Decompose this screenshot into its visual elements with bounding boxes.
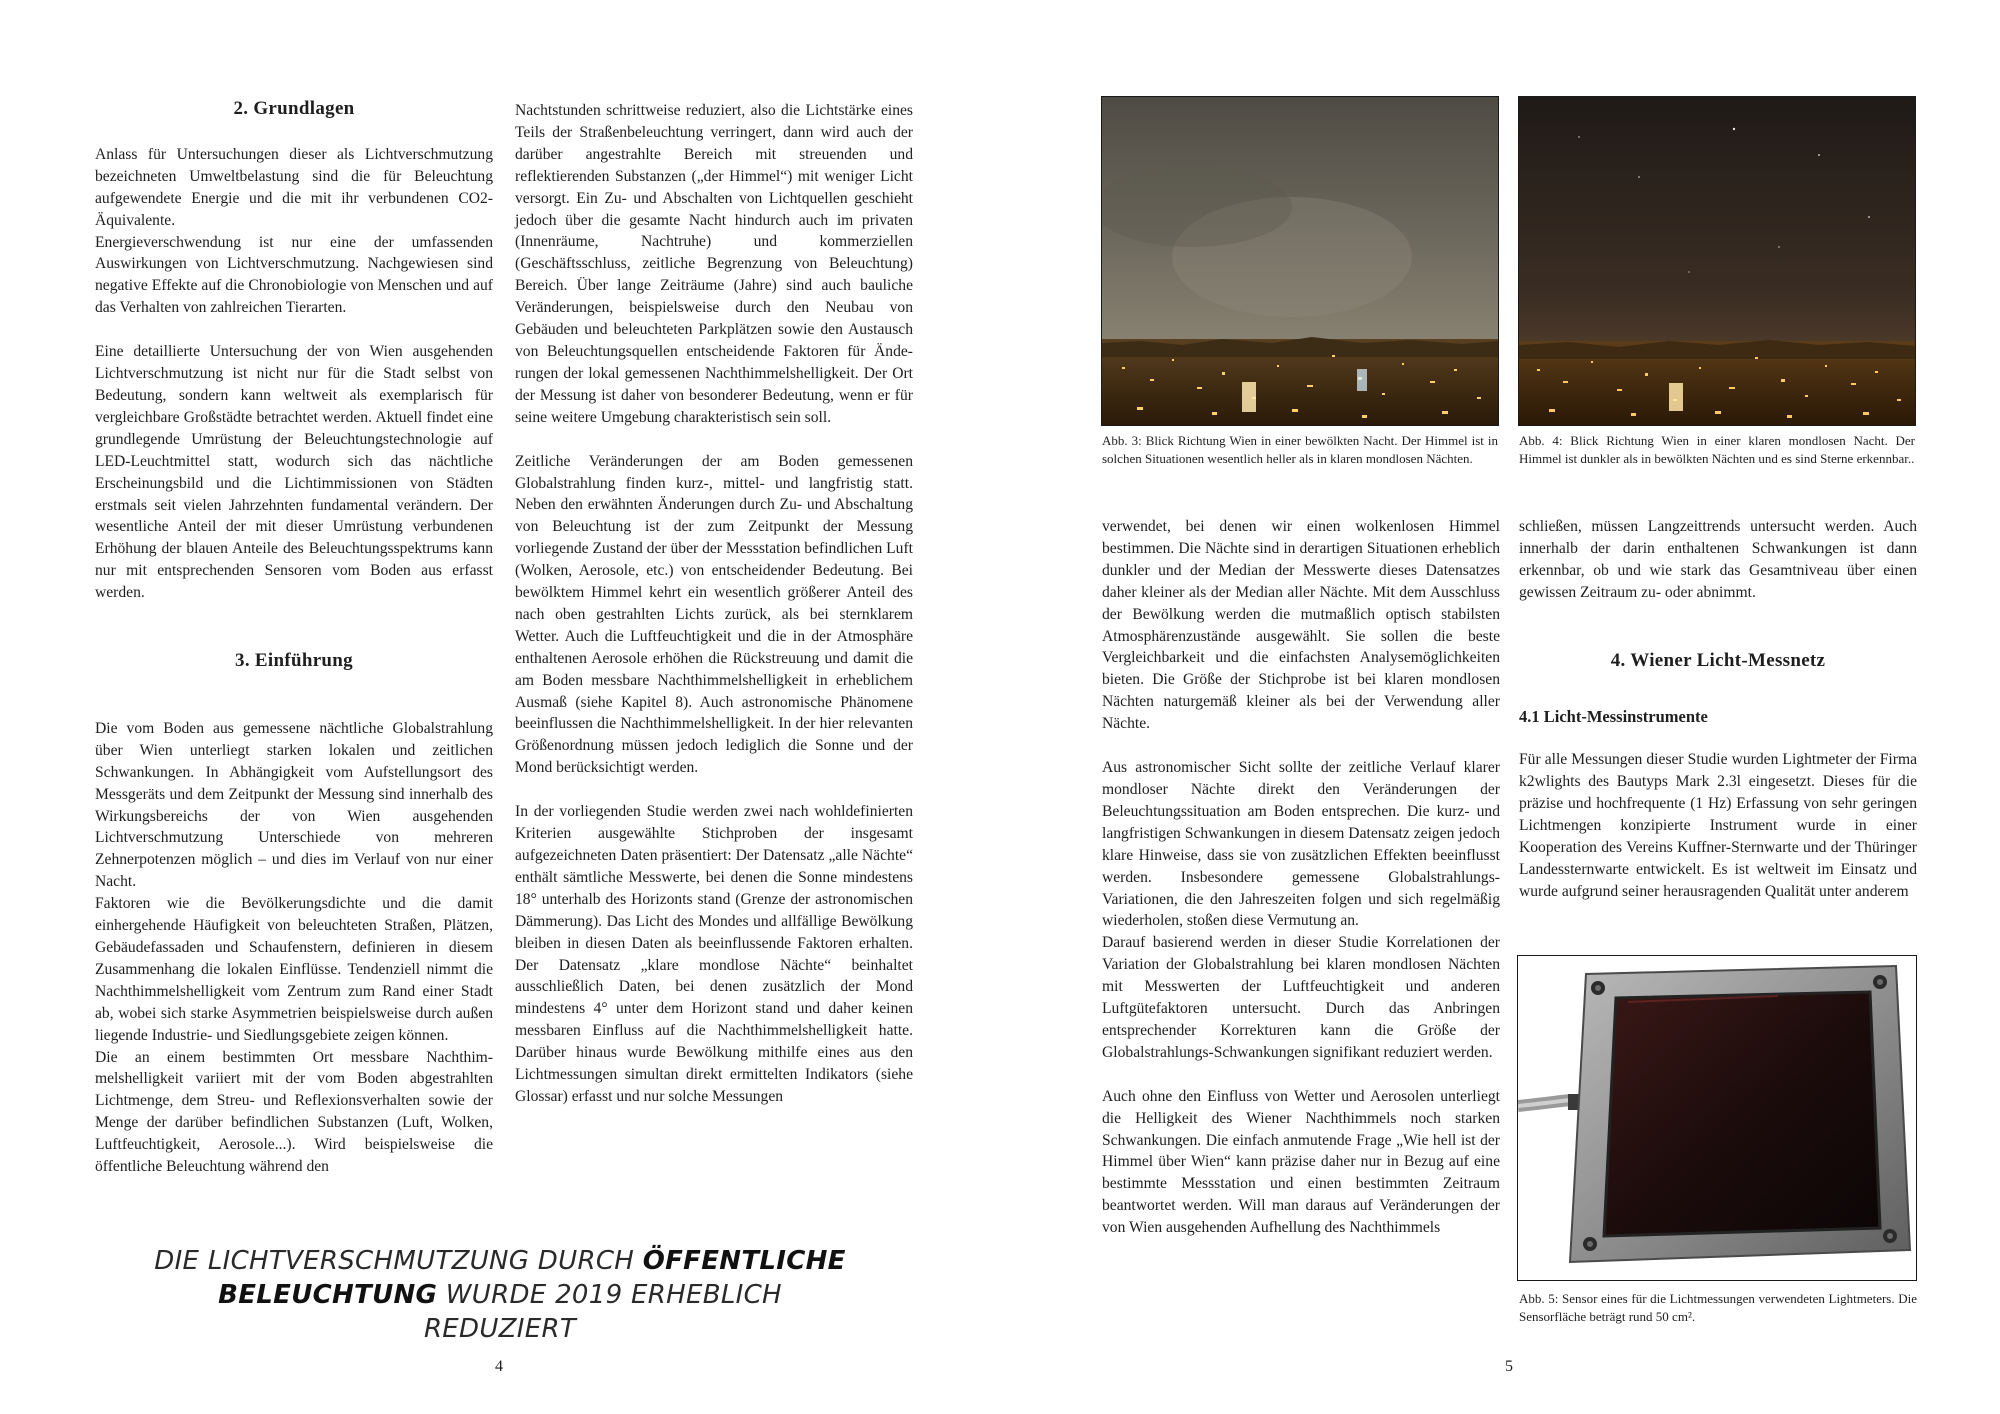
pull-quote-line2-bold: BELEUCHTUNG (218, 1280, 438, 1310)
heading-licht-messinstrumente: 4.1 Licht-Messinstrumente (1519, 706, 1708, 726)
paragraph: schließen, müssen Langzeittrends untersucht werden. Auch innerhalb der darin enthaltenen Schwankungen ist dann erkennbar, ob und wie stark das Gesamtniveau über einen gewissen Zeitraum zu- oder abnimmt. (1519, 518, 1917, 601)
paragraph: Anlass für Untersuchungen dieser als Lichtverschmutzung bezeichneten Umweltbelastung sind die für Beleuchtung aufgewendete Energie und die mit ihr verbundenen CO2-Äquivalente. (95, 145, 493, 229)
paragraph: Aus astronomischer Sicht sollte der zeitliche Verlauf klarer mondloser Nächte direkt den Veränderungen der Beleuchtungssituation am Boden entsprechen. Die kurz- und langfristigen Schwankungen in diesem Datensatz zeigen jedoch klare Hinweise, dass sie von zusätzlichen Effekten beeinflusst werden. Insbesondere gemessene Globalstrahlungs-Variationen, die den Jahreszeiten folgen und sich regelmäßig wiederholen, stoßen diese Vermutung an. (1102, 759, 1500, 930)
paragraph: Die vom Boden aus gemessene nächtliche Globalstrahlung über Wien unterliegt starken lokalen und zeitlichen Schwankungen. In Abhängigkeit vom Aufstellungsort des Messgeräts und dem Zeitpunkt der Messung sind innerhalb des Wirkungsbereichs der von Wien ausgehenden Lichtverschmutzung Unterschiede von mehreren Zehnerpotenzen möglich – und dies im Verlauf von nur einer Nacht. (95, 719, 493, 891)
right-column-1 (1102, 516, 1500, 1239)
page-number-right: 5 (1505, 1358, 1513, 1375)
figure-5-caption: Abb. 5: Sensor eines für die Lichtmessungen verwendeten Lightmeters. Die Sensorfläche beträgt rund 50 cm². (1519, 1291, 1917, 1324)
figure-3-photo-cloudy-vienna (1102, 97, 1498, 425)
pull-quote-line1-normal: DIE LICHTVERSCHMUTZUNG DURCH (154, 1246, 643, 1276)
figure-4-photo-clear-vienna (1519, 97, 1915, 425)
paragraph: Zeitliche Veränderungen der am Boden gemessenen Globalstrahlung finden kurz-, mittel- und langfristig statt. Neben den erwähnten Änderungen durch Zu- und Abschaltung von Beleuchtung ist der zum Zeitpunkt der Messung vorliegende Zustand der über der Messstation befindlichen Luft (Wolken, Aerosole, etc.) von entscheidender Bedeutung. Bei bewölktem Himmel kehrt ein wesentlich größerer Anteil des nach oben gestrahlten Lichts zurück, als bei sternklarem Wetter. Auch die Luftfeuchtigkeit und die in der Atmosphäre enthaltenen Aerosole erhöhen die Rückstreuung und damit die am Boden messbare Nachthimmelshelligkeit in erheblichem Ausmaß (siehe Kapitel 8). Auch astronomische Phänomene beeinflussen die Nachthimmelshelligkeit. In der hier relevanten Größenordnung müssen jedoch lediglich die Sonne und der Mond berücksichtigt werden. (515, 452, 913, 777)
heading-grundlagen: 2. Grundlagen (233, 98, 355, 119)
paragraph: Nachtstunden schrittweise reduziert, also die Lichtstärke eines Teils der Straßenbeleuchtung verringert, dann wird auch der darüber angestrahlte Bereich mit streuenden und reflektierenden Substanzen („der Himmel“) mit weniger Licht versorgt. Ein Zu- und Abschalten von Lichtquellen geschieht jedoch über die gesamte Nacht hindurch auch im privaten (Innenräume, Nachtruhe) und kommerziellen (Geschäftsschluss, zeitliche Begrenzung von Beleuchtung) Bereich. Über lange Zeiträume (Jahre) sind auch bauliche Veränderungen, beispielsweise durch den Neubau von Gebäuden und beleuchteten Parkplätzen sowie den Austausch von Beleuchtungsquellen entscheidende Faktoren für Änderungen der lokal gemessenen Nachthimmelshelligkeit. Der Ort der Messung ist daher von besonderer Bedeutung, wenn er für seine weitere Umgebung charakteristisch sein soll. (515, 102, 913, 426)
pull-quote (150, 1244, 850, 1346)
paragraph: Energieverschwendung ist nur eine der umfassenden Auswirkungen von Lichtverschmutzung. Nachgewiesen sind negative Effekte auf die Chronobiologie von Menschen und auf das Verhalten von zahlreichen Tierarten. (95, 233, 493, 317)
paragraph: Auch ohne den Einfluss von Wetter und Aerosolen unterliegt die Helligkeit des Wiener Nachthimmels noch starken Schwankungen. Die einfach anmutende Frage „Wie hell ist der Himmel über Wien“ kann präzise daher nur in Bezug auf eine bestimmte Messstation und einen bestimmten Zeitraum beantwortet werden. Will man daraus auf Veränderungen der von Wien ausgehenden Aufhellung des Nachthimmels (1102, 1087, 1500, 1237)
pull-quote-line1-bold: ÖFFENTLICHE (642, 1246, 846, 1276)
paragraph: In der vorliegenden Studie werden zwei nach wohldefinierten Kriterien ausgewählte Stichproben der insgesamt aufgezeichneten Daten präsentiert: Der Datensatz „alle Nächte“ enthält sämtliche Messwerte, bei denen die Sonne mindestens 18° unterhalb des Horizonts stand (Grenze der astronomischen Dämmerung). Das Licht des Mondes und allfällige Bewölkung bleiben in diesen Daten als beeinflussende Faktoren erhalten. Der Datensatz „klare mondlose Nächte“ beinhaltet ausschließlich Daten, bei denen zusätzlich der Mond mindestens 4° unter dem Horizont stand und daher keinen messbaren Einfluss auf die Nachthimmelshelligkeit hatte. Darüber hinaus wurde Bewölkung mithilfe eines aus den Lichtmessungen simultan direkt ermittelten Indikators (siehe Glossar) erfasst und nur solche Messungen (515, 803, 913, 1105)
paragraph: Darauf basierend werden in dieser Studie Korrelationen der Variation der Globalstrahlung bei klaren mondlosen Nächten mit Messwerten der Luftfeuchtigkeit und anderen Luftgütefaktoren untersucht. Durch das Anbringen entsprechender Korrekturen kann die Größe der Globalstrahlungs-Schwankungen signifikant reduziert werden. (1102, 934, 1500, 1061)
left-column-1 (95, 98, 493, 1178)
paragraph: verwendet, bei denen wir einen wolkenlosen Himmel bestimmen. Die Nächte sind in derartigen Situationen erheblich dunkler und der Median der Messwerte dieses Datensatzes daher kleiner als der Median aller Nächte. Mit dem Ausschluss der Bewölkung werden die mutmaßlich optisch stabilsten Atmosphärenzustände ausgewählt. Sie sollen die beste Vergleichbarkeit und die einfachsten Analysemöglichkeiten bieten. Die Größe der Stichprobe ist bei klaren mondlosen Nächten naturgemäß kleiner als bei der Verwendung aller Nächte. (1102, 518, 1500, 733)
paragraph: Für alle Messungen dieser Studie wurden Lightmeter der Firma k2wlights des Bautyps Mark 2.3l eingesetzt. Dieses für die präzise und hochfrequente (1 Hz) Erfassung von sehr geringen Lichtmengen konzipierte Instrument wurde in einer Kooperation des Vereins Kuffner-Sternwarte und der Thüringer Landessternwarte entwickelt. Es ist weltweit im Einsatz und wurde aufgrund seiner herausragenden Qualität unter anderem (1519, 751, 1917, 900)
heading-wiener-licht-messnetz: 4. Wiener Licht-Messnetz (1610, 649, 1826, 671)
paragraph: Die an einem bestimmten Ort messbare Nachthimmelshelligkeit variiert mit der vom Boden abgestrahlten Lichtmenge, dem Streu- und Reflexionsverhalten sowie der Menge der darüber befindlichen Substanzen (Luft, Wolken, Luftfeuchtigkeit, Aerosole...). Wird beispielsweise die öffentliche Beleuchtung während den (95, 1048, 493, 1176)
figure-3-caption: Abb. 3: Blick Richtung Wien in einer bewölkten Nacht. Der Himmel ist in solchen Situationen wesentlich heller als in klaren mondlosen Nächten. (1102, 433, 1498, 466)
pull-quote-line2-normal: WURDE 2019 ERHEBLICH REDUZIERT (423, 1280, 782, 1344)
heading-einfuehrung: 3. Einführung (235, 650, 353, 672)
figure-4-caption: Abb. 4: Blick Richtung Wien in einer klaren mondlosen Nacht. Der Himmel ist dunkler als in bewölkten Nächten und es sind Sterne erkennbar.. (1519, 433, 1915, 466)
paragraph: Eine detaillierte Untersuchung der von Wien ausgehenden Lichtverschmutzung ist nicht nur für die Stadt selbst von Bedeutung, sondern kann weltweit als exemplarisch für vergleichbare Großstädte betrachtet werden. Aktuell findet eine grundlegende Umrüstung der Beleuchtungstechnologie auf LED-Leuchtmittel statt, wodurch sich das nächtliche Erscheinungsbild und die Lichtimmissionen von Städten erstmals seit vielen Jahrzehnten fundamental verändern. Der wesentliche Anteil der mit dieser Umrüstung verbundenen Erhöhung der blauen Anteile des Beleuchtungsspektrums kann nur mit entsprechenden Sensoren vom Boden aus erfasst werden. (95, 343, 493, 602)
left-column-2 (515, 100, 913, 1108)
page-number-left: 4 (495, 1358, 503, 1375)
paragraph: Faktoren wie die Bevölkerungsdichte und die damit einhergehende Häufigkeit von beleuchteten Straßen, Plätzen, Gebäudefassaden und Schaufenstern, definieren in diesem Zusammenhang die lokalen Einflüsse. Tendenziell nimmt die Nachthimmelshelligkeit vom Zentrum zum Rand einer Stadt ab, wobei sich starke Asymmetrien beispielsweise durch außen liegende Industrie- und Siedlungsgebiete zeigen können. (95, 895, 493, 1044)
right-column-2 (1519, 516, 1917, 903)
figure-5-photo-sensor (1518, 956, 1916, 1280)
